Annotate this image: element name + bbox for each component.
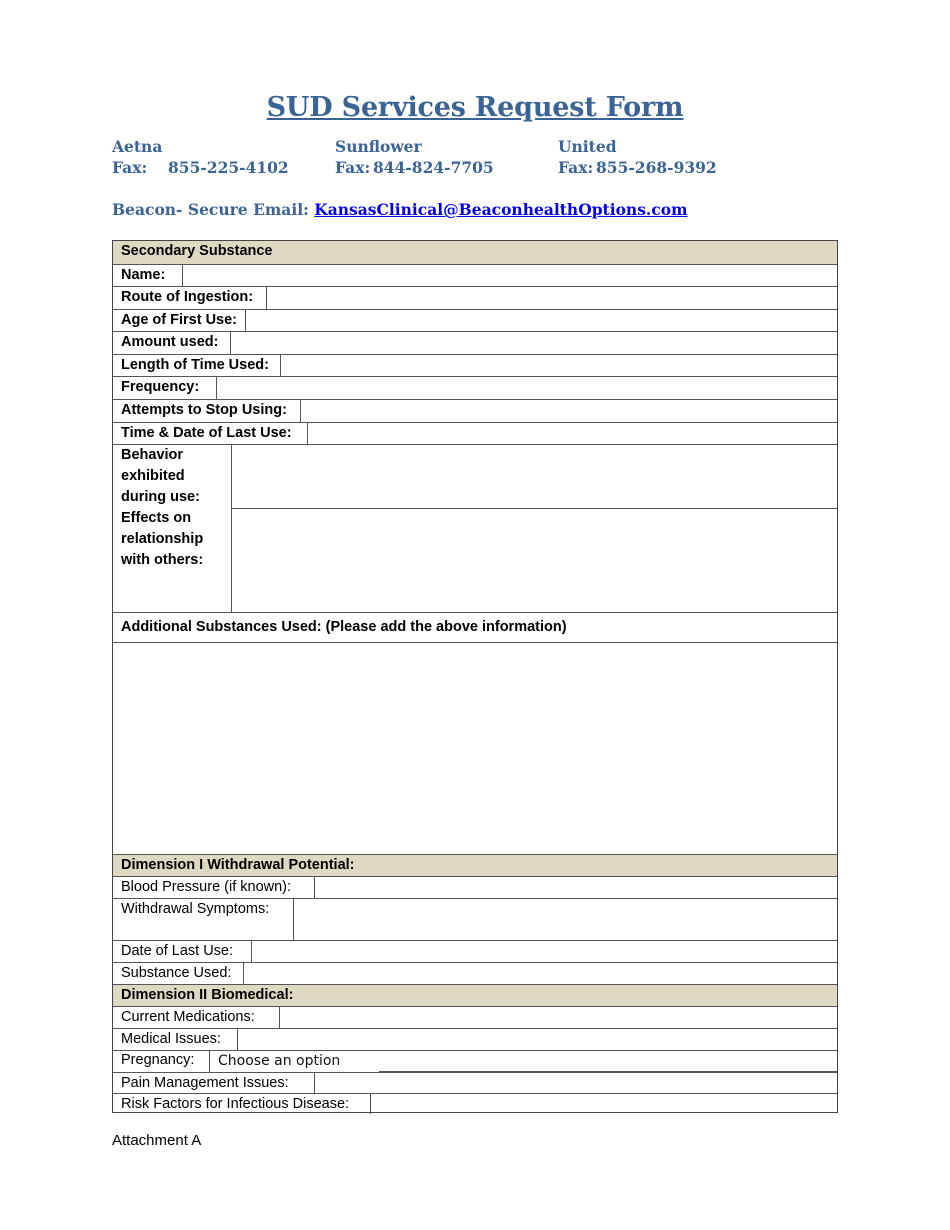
field-label: Route of Ingestion: — [113, 287, 267, 309]
behavior-label: Behavior exhibited during use: — [121, 447, 200, 505]
risk-factors-input[interactable] — [371, 1094, 837, 1114]
date-last-use-input[interactable] — [252, 941, 837, 962]
substance-used-row — [113, 962, 837, 984]
withdrawal-symptoms-input[interactable] — [294, 899, 837, 940]
additional-substances-input[interactable] — [113, 642, 837, 854]
risk-factors-row — [113, 1093, 837, 1114]
field-label: Pregnancy: — [113, 1051, 210, 1072]
field-label: Withdrawal Symptoms: — [113, 899, 294, 940]
field-label: Risk Factors for Infectious Disease: — [113, 1094, 371, 1114]
payer-aetna — [112, 136, 289, 178]
field-frequency-row — [113, 376, 837, 399]
blood-pressure-row — [113, 876, 837, 898]
field-route-row — [113, 286, 837, 309]
effects-label: Effects on relationship with others: — [121, 510, 204, 568]
age-input[interactable] — [246, 310, 837, 331]
additional-substances-header — [113, 612, 837, 642]
beacon-contact — [112, 200, 688, 219]
field-label: Attempts to Stop Using: — [113, 400, 301, 422]
secondary-substance-header — [113, 241, 837, 264]
field-label: Length of Time Used: — [113, 355, 281, 376]
section-heading: Dimension II Biomedical: — [121, 987, 294, 1003]
medical-issues-row — [113, 1028, 837, 1050]
current-medications-row — [113, 1006, 837, 1028]
date-last-use-row — [113, 940, 837, 962]
field-label: Frequency: — [113, 377, 217, 399]
frequency-input[interactable] — [217, 377, 837, 399]
payer-united — [558, 136, 717, 178]
fax-label: Fax: — [112, 158, 148, 177]
withdrawal-symptoms-row — [113, 898, 837, 940]
length-input[interactable] — [281, 355, 837, 376]
behavior-effects-block — [113, 444, 837, 612]
field-label: Age of First Use: — [113, 310, 246, 331]
effects-input[interactable] — [232, 509, 837, 612]
field-amount-row — [113, 331, 837, 354]
request-form-table — [112, 240, 838, 1113]
section-heading: Secondary Substance — [121, 243, 273, 259]
beacon-label: Beacon- Secure Email: — [112, 200, 309, 219]
field-name-row — [113, 264, 837, 286]
name-input[interactable] — [183, 265, 837, 286]
behavior-input[interactable] — [232, 445, 837, 508]
amount-input[interactable] — [231, 332, 837, 354]
substance-used-input[interactable] — [244, 963, 837, 984]
field-label: Time & Date of Last Use: — [113, 423, 308, 444]
attempts-input[interactable] — [301, 400, 837, 422]
pregnancy-row — [113, 1050, 837, 1072]
pain-management-input[interactable] — [315, 1073, 837, 1093]
fax-number: 855-225-4102 — [168, 158, 289, 177]
last-use-input[interactable] — [308, 423, 837, 444]
current-medications-input[interactable] — [280, 1007, 837, 1028]
field-label: Pain Management Issues: — [113, 1073, 315, 1093]
pregnancy-select[interactable]: Choose an option — [218, 1053, 341, 1069]
form-title: SUD Services Request Form — [266, 92, 684, 123]
dimension-2-header — [113, 984, 837, 1006]
section-heading: Dimension I Withdrawal Potential: — [121, 857, 355, 873]
dimension-1-header — [113, 854, 837, 876]
beacon-email-link[interactable]: KansasClinical@BeaconhealthOptions.com — [314, 200, 688, 219]
field-length-row — [113, 354, 837, 376]
fax-number: 844-824-7705 — [373, 158, 494, 177]
field-age-row — [113, 309, 837, 331]
field-last-use-row — [113, 422, 837, 444]
field-label: Amount used: — [113, 332, 231, 354]
section-heading: Additional Substances Used: (Please add the above information) — [121, 619, 567, 635]
payer-name: Sunflower — [335, 137, 422, 156]
field-label: Name: — [113, 265, 183, 286]
field-label: Date of Last Use: — [113, 941, 252, 962]
field-label: Medical Issues: — [113, 1029, 238, 1050]
field-label: Blood Pressure (if known): — [113, 877, 315, 898]
payer-name: United — [558, 137, 617, 156]
field-label: Current Medications: — [113, 1007, 280, 1028]
fax-label: Fax: — [558, 158, 594, 177]
route-input[interactable] — [267, 287, 837, 309]
payer-sunflower — [335, 136, 494, 178]
field-label: Substance Used: — [113, 963, 244, 984]
attachment-label: Attachment A — [112, 1132, 202, 1149]
medical-issues-input[interactable] — [238, 1029, 837, 1050]
blood-pressure-input[interactable] — [315, 877, 837, 898]
payer-name: Aetna — [112, 137, 163, 156]
fax-number: 855-268-9392 — [596, 158, 717, 177]
fax-label: Fax: — [335, 158, 371, 177]
pain-management-row — [113, 1072, 837, 1093]
field-attempts-row — [113, 399, 837, 422]
